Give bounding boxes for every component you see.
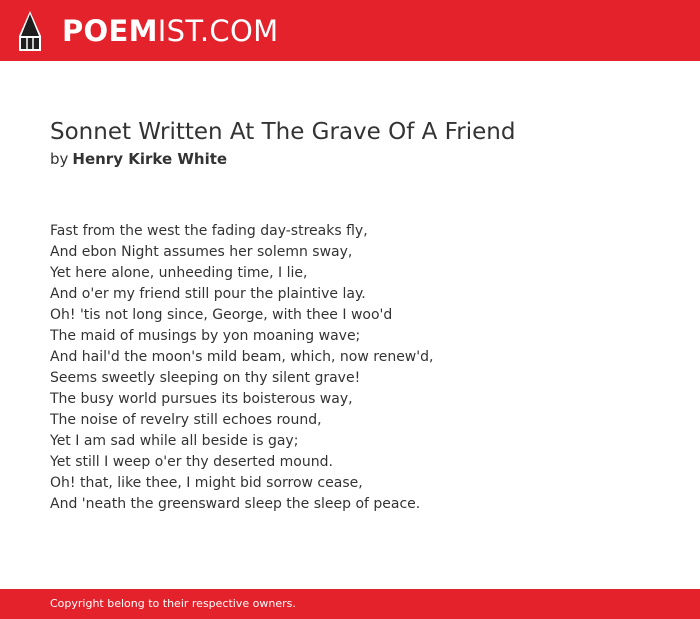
poem-line: Oh! 'tis not long since, George, with thee I woo'd: [50, 307, 393, 323]
poem-line: And ebon Night assumes her solemn sway,: [50, 244, 353, 260]
poem-line: The noise of revelry still echoes round,: [50, 412, 322, 428]
site-header: [0, 0, 700, 61]
poem-line: And o'er my friend still pour the plaintive lay.: [50, 286, 366, 302]
poem-line: Oh! that, like thee, I might bid sorrow cease,: [50, 475, 363, 491]
poem-title: Sonnet Written At The Grave Of A Friend: [50, 119, 516, 145]
poem-line: And hail'd the moon's mild beam, which, now renew'd,: [50, 349, 434, 365]
poem-line: And 'neath the greensward sleep the sleep of peace.: [50, 496, 421, 512]
poem-line: The busy world pursues its boisterous way,: [50, 391, 353, 407]
byline: [50, 148, 670, 170]
poem-content: [50, 116, 670, 515]
poem-line: Yet I am sad while all beside is gay;: [50, 433, 299, 449]
logo-light-text: IST.COM: [157, 14, 279, 48]
author-name: Henry Kirke White: [72, 150, 228, 168]
by-prefix: by: [50, 150, 69, 168]
logo-bold-text: POEM: [62, 14, 158, 48]
poem-line: Yet here alone, unheeding time, I lie,: [50, 265, 308, 281]
poem-line: Fast from the west the fading day-streaks fly,: [50, 223, 368, 239]
poem-line: Seems sweetly sleeping on thy silent grave!: [50, 370, 361, 386]
pencil-icon[interactable]: [18, 10, 42, 52]
poem-line: Yet still I weep o'er thy deserted mound.: [50, 454, 333, 470]
poem-body: [50, 221, 670, 515]
site-footer: [0, 589, 700, 619]
poem-line: The maid of musings by yon moaning wave;: [50, 328, 361, 344]
copyright-text: Copyright belong to their respective owners.: [50, 597, 296, 610]
site-logo[interactable]: [62, 14, 278, 48]
